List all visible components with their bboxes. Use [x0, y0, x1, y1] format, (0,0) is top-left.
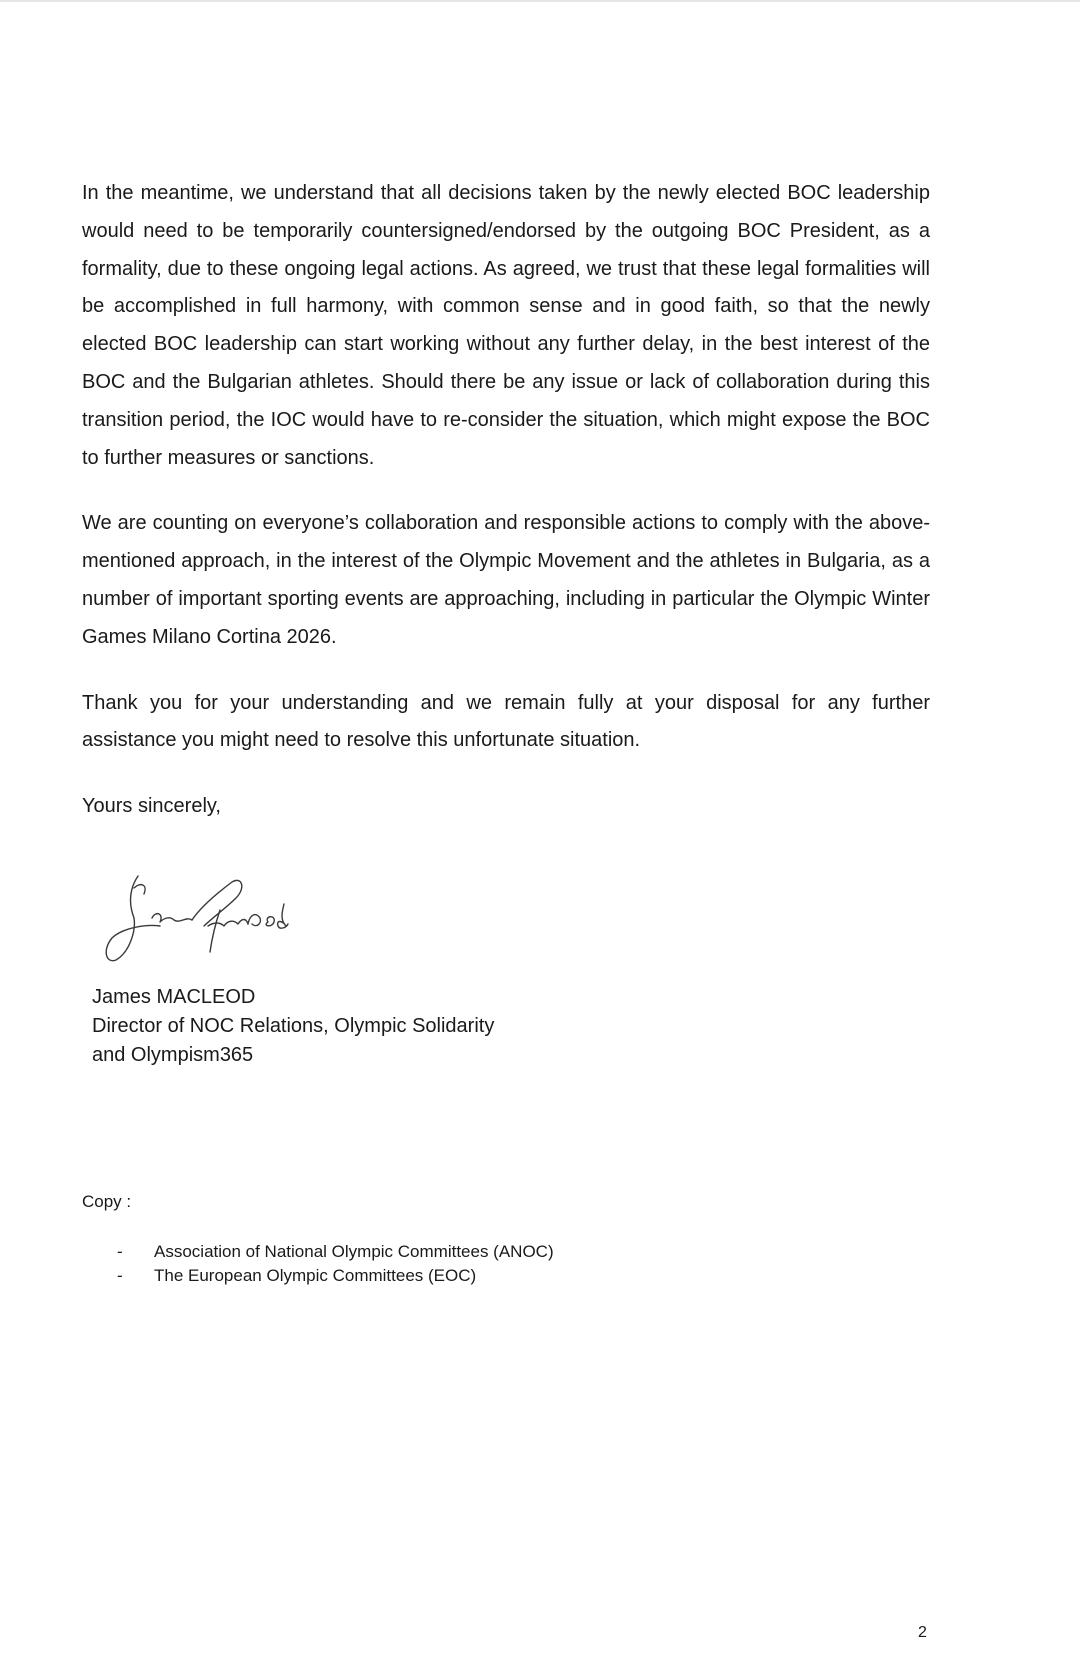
- copy-recipient: [117, 1264, 554, 1288]
- list-dash: -: [117, 1242, 123, 1261]
- copy-recipients-list: [117, 1240, 554, 1288]
- signatory-block: [92, 983, 494, 1070]
- copy-recipient-anoc: Association of National Olympic Committees (ANOC): [154, 1242, 554, 1261]
- letter-body: [82, 175, 930, 826]
- paragraph-collaboration: We are counting on everyone’s collaboration and responsible actions to comply with the above-mentioned approach, in the interest of the Olympic Movement and the athletes in Bulgaria, as a number of important sporting events are approaching, including in particular the Olympic Winter Games Milano Cortina 2026.: [82, 512, 930, 648]
- handwritten-signature: [100, 868, 300, 978]
- paragraph-thank-you: Thank you for your understanding and we remain fully at your disposal for any further assistance you might need to resolve this unfortunate situation.: [82, 691, 930, 752]
- paragraph-interim-decisions: In the meantime, we understand that all decisions taken by the newly elected BOC leadership would need to be temporarily countersigned/endorsed by the outgoing BOC President, as a formality, due to these ongoing legal actions. As agreed, we trust that these legal formalities will be accomplished in full harmony, with common sense and in good faith, so that the newly elected BOC leadership can start working without any further delay, in the best interest of the BOC and the Bulgarian athletes. Should there be any issue or lack of collaboration during this transition period, the IOC would have to re-consider the situation, which might expose the BOC to further measures or sanctions.: [82, 182, 930, 469]
- copy-label: Copy :: [82, 1192, 132, 1211]
- page-top-edge: [0, 0, 1080, 2]
- closing-salutation: Yours sincerely,: [82, 795, 221, 818]
- copy-recipient-eoc: The European Olympic Committees (EOC): [154, 1266, 477, 1285]
- list-dash: -: [117, 1266, 123, 1285]
- signatory-title-line-2: and Olympism365: [92, 1044, 254, 1066]
- copy-recipient: [117, 1240, 554, 1264]
- signatory-name: James MACLEOD: [92, 986, 256, 1008]
- page-number: 2: [918, 1624, 927, 1641]
- signatory-title-line-1: Director of NOC Relations, Olympic Solidarity: [92, 1015, 495, 1037]
